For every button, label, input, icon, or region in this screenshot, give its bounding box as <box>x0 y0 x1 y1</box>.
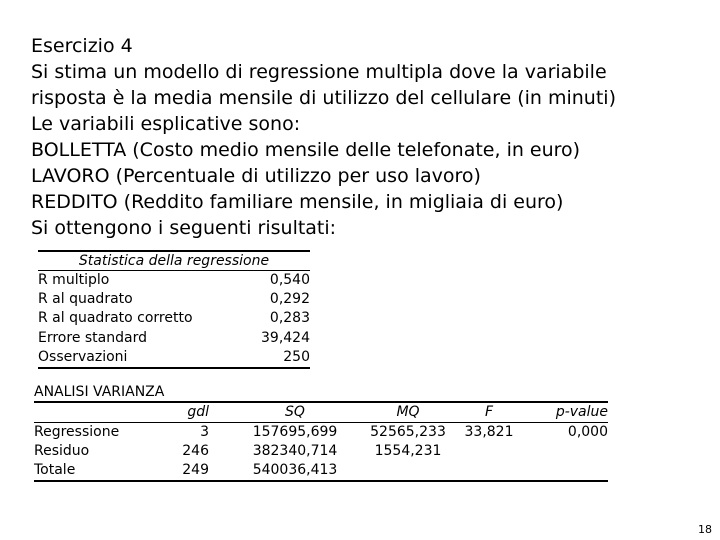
cell-mq: 52565,233 <box>370 424 446 440</box>
cell-sq: 382340,714 <box>252 443 338 459</box>
cell-p-value: 0,000 <box>567 424 608 440</box>
table-row <box>38 271 310 290</box>
text-line: Le variabili esplicative sono: <box>31 113 301 135</box>
table-row <box>38 329 310 348</box>
table-rule <box>34 480 608 482</box>
table-row <box>34 461 608 480</box>
table-row <box>34 442 608 461</box>
header-p-value: p-value <box>555 404 608 420</box>
stat-value: 0,292 <box>269 291 310 308</box>
anova-title: ANALISI VARIANZA <box>34 384 165 400</box>
table-row <box>38 290 310 309</box>
row-label: Residuo <box>34 443 90 459</box>
cell-sq: 157695,699 <box>252 424 338 440</box>
regression-stats-table <box>38 250 310 369</box>
regression-stats-title: Statistica della regressione <box>78 253 270 269</box>
table-row <box>34 423 608 442</box>
row-label: Totale <box>34 462 76 478</box>
text-line: risposta è la media mensile di utilizzo del cellulare (in minuti) <box>31 87 616 109</box>
table-row <box>38 348 310 367</box>
anova-table <box>34 401 608 482</box>
stat-label: Errore standard <box>38 329 147 346</box>
variable-lavoro: LAVORO (Percentuale di utilizzo per uso lavoro) <box>31 165 481 187</box>
exercise-text <box>31 33 691 241</box>
header-sq: SQ <box>285 404 305 420</box>
cell-gdl: 3 <box>200 424 209 440</box>
anova-header-row <box>34 403 608 422</box>
variable-bolletta: BOLLETTA (Costo medio mensile delle telefonate, in euro) <box>31 139 581 161</box>
cell-sq: 540036,413 <box>252 462 338 478</box>
stat-label: Osservazioni <box>38 348 128 365</box>
stat-label: R multiplo <box>38 272 110 288</box>
stat-value: 0,283 <box>269 310 310 327</box>
variable-reddito: REDDITO (Reddito familiare mensile, in migliaia di euro) <box>31 191 564 213</box>
exercise-title: Esercizio 4 <box>31 35 133 57</box>
cell-mq: 1554,231 <box>374 443 442 459</box>
header-f: F <box>484 404 494 420</box>
stat-label: R al quadrato corretto <box>38 310 193 327</box>
row-label: Regressione <box>34 424 120 440</box>
table-row <box>38 309 310 328</box>
table-rule <box>38 367 310 369</box>
cell-gdl: 246 <box>182 443 209 459</box>
stat-value: 39,424 <box>261 329 310 346</box>
stat-value: 0,540 <box>269 272 310 288</box>
header-gdl: gdl <box>187 404 209 420</box>
text-line: Si ottengono i seguenti risultati: <box>31 217 337 239</box>
header-mq: MQ <box>396 404 420 420</box>
cell-f: 33,821 <box>464 424 514 440</box>
text-line: Si stima un modello di regressione multipla dove la variabile <box>31 61 607 83</box>
page-number: 18 <box>698 523 712 536</box>
stat-value: 250 <box>283 348 310 365</box>
stat-label: R al quadrato <box>38 291 133 308</box>
cell-gdl: 249 <box>182 462 209 478</box>
